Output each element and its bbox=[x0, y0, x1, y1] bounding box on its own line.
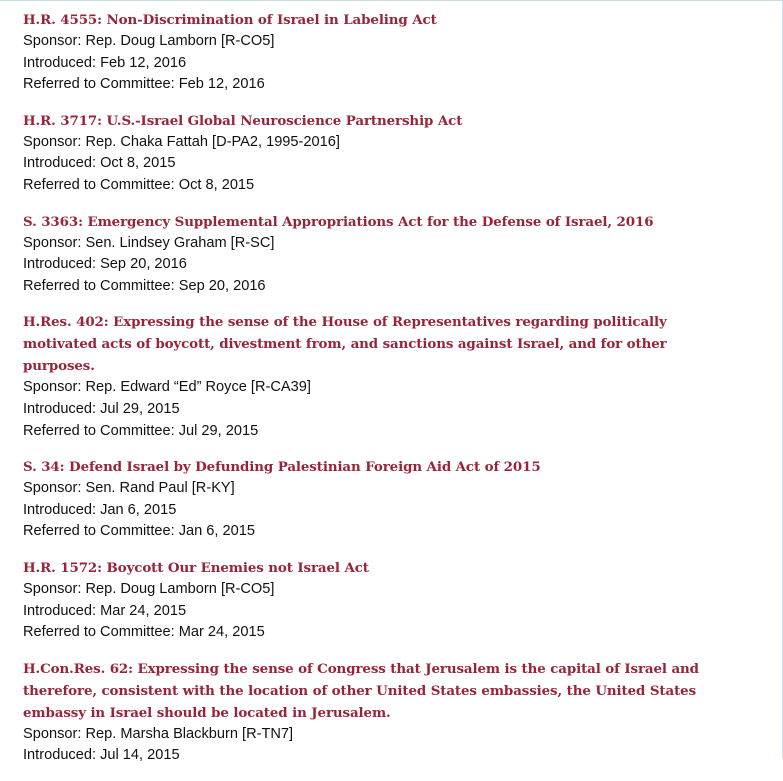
bill-introduced: Introduced: Sep 20, 2016 bbox=[23, 256, 187, 273]
bill-title-link[interactable]: H.Con.Res. 62: Expressing the sense of Congress that Jerusalem is the capital of Israel and therefore, consistent with the location of other United States embassies, the United States embassy in Israel should be located in Jerusalem. bbox=[23, 660, 699, 721]
bill-item bbox=[23, 456, 713, 543]
bill-title-link[interactable]: H.R. 3717: U.S.-Israel Global Neuroscience Partnership Act bbox=[23, 112, 463, 129]
bill-sponsor: Sponsor: Sen. Lindsey Graham [R-SC] bbox=[23, 234, 275, 251]
bill-introduced: Introduced: Mar 24, 2015 bbox=[23, 602, 187, 619]
bill-title-link[interactable]: H.R. 1572: Boycott Our Enemies not Israel Act bbox=[23, 559, 369, 576]
bill-sponsor: Sponsor: Rep. Edward “Ed” Royce [R-CA39] bbox=[23, 379, 311, 396]
bill-sponsor: Sponsor: Rep. Doug Lamborn [R-CO5] bbox=[23, 580, 275, 597]
bill-title-link[interactable]: H.Res. 402: Expressing the sense of the House of Representatives regarding politically motivated acts of boycott, divestment from, and sanctions against Israel, and for other purposes. bbox=[23, 314, 667, 375]
bill-introduced: Introduced: Jul 14, 2015 bbox=[23, 747, 180, 764]
bill-sponsor: Sponsor: Rep. Chaka Fattah [D-PA2, 1995-2016] bbox=[23, 133, 340, 150]
bill-sponsor: Sponsor: Rep. Marsha Blackburn [R-TN7] bbox=[23, 725, 294, 742]
bill-introduced: Introduced: Jan 6, 2015 bbox=[23, 501, 177, 518]
bill-title-link[interactable]: S. 34: Defend Israel by Defunding Palestinian Foreign Aid Act of 2015 bbox=[23, 459, 541, 476]
bill-referred: Referred to Committee: Jul 29, 2015 bbox=[23, 422, 259, 439]
bill-referred: Referred to Committee: Oct 8, 2015 bbox=[23, 176, 255, 193]
bill-item bbox=[23, 110, 713, 197]
bill-referred: Referred to Committee: Mar 24, 2015 bbox=[23, 624, 265, 641]
bill-referred: Referred to Committee: Sep 20, 2016 bbox=[23, 277, 266, 294]
bill-introduced: Introduced: Feb 12, 2016 bbox=[23, 54, 187, 71]
bill-introduced: Introduced: Jul 29, 2015 bbox=[23, 400, 180, 417]
bill-item bbox=[23, 211, 713, 298]
bill-item bbox=[23, 311, 713, 442]
bill-referred: Referred to Committee: Jan 6, 2015 bbox=[23, 523, 255, 540]
bill-referred: Referred to Committee: Feb 12, 2016 bbox=[23, 76, 265, 93]
bill-title-link[interactable]: S. 3363: Emergency Supplemental Appropriations Act for the Defense of Israel, 2016 bbox=[23, 213, 654, 230]
bill-list bbox=[23, 9, 713, 781]
bill-item bbox=[23, 658, 713, 767]
bill-title-link[interactable]: H.R. 4555: Non-Discrimination of Israel in Labeling Act bbox=[23, 12, 437, 28]
bill-item bbox=[23, 557, 713, 644]
bill-item bbox=[23, 9, 713, 96]
bill-sponsor: Sponsor: Sen. Rand Paul [R-KY] bbox=[23, 480, 235, 497]
bill-sponsor: Sponsor: Rep. Doug Lamborn [R-CO5] bbox=[23, 33, 275, 49]
bill-introduced: Introduced: Oct 8, 2015 bbox=[23, 155, 176, 172]
